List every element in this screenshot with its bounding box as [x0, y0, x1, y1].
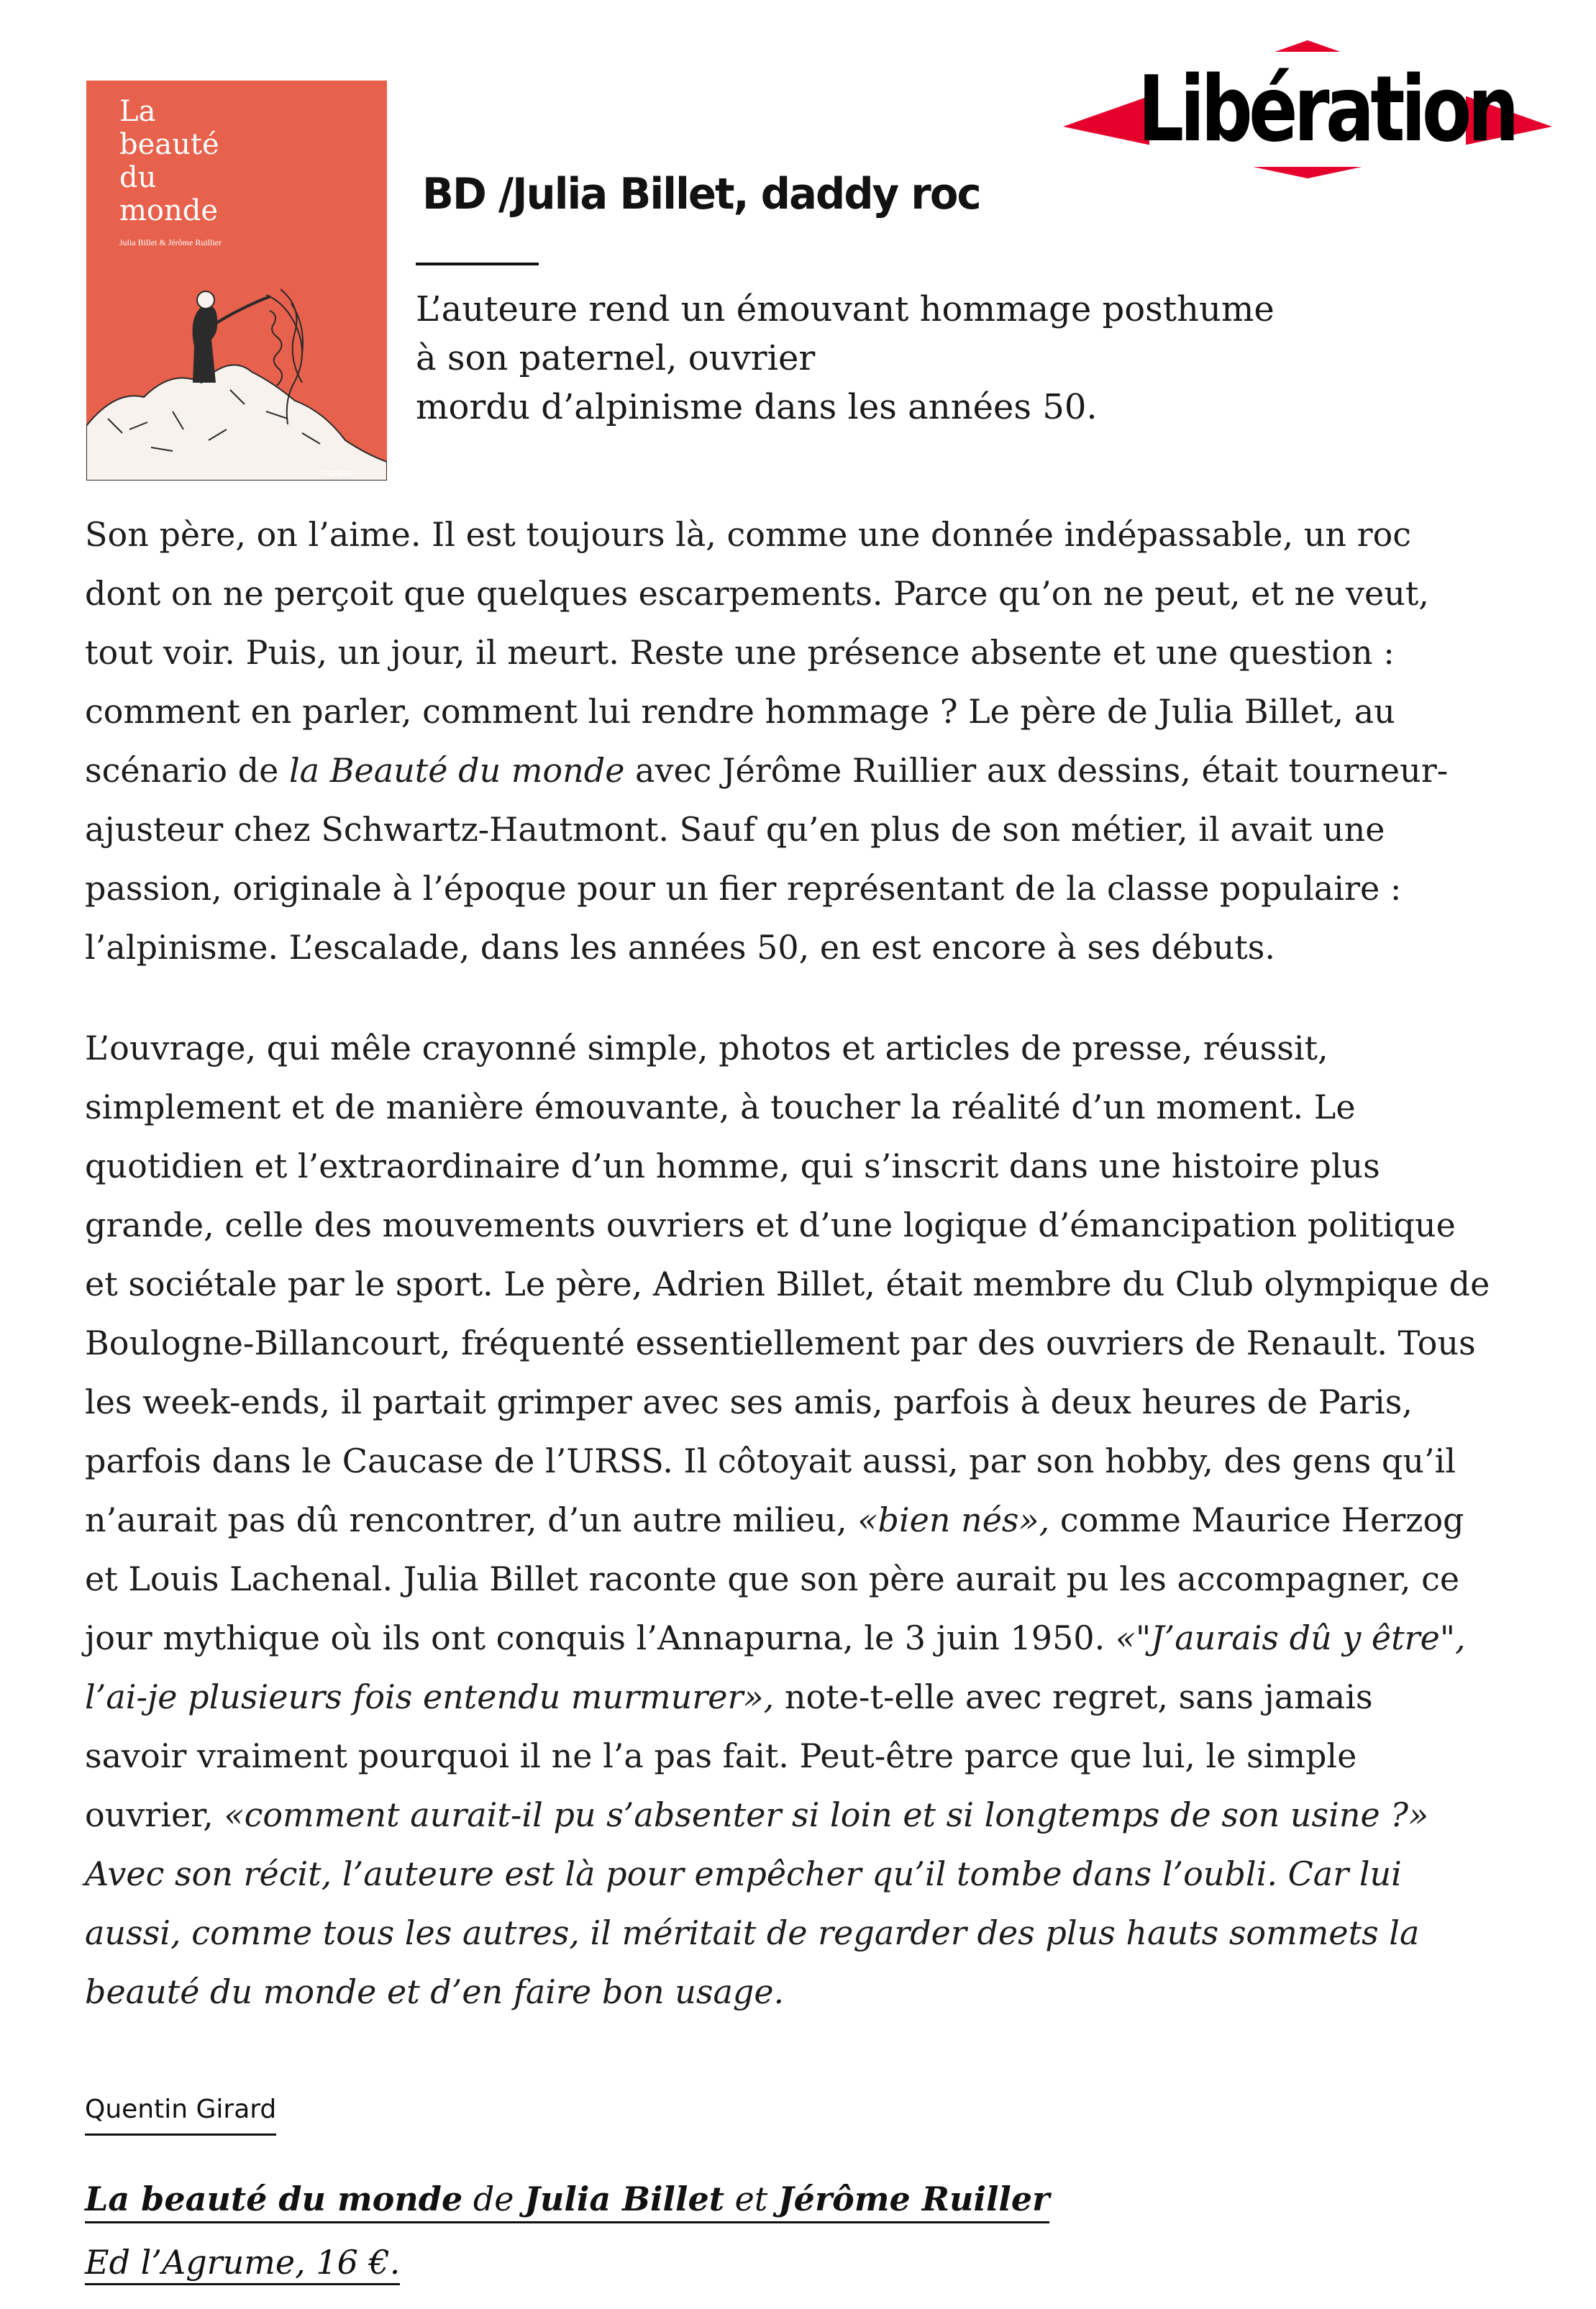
body-line: et Louis Lachenal. Julia Billet raconte que son père aurait pu les accompagner, ce	[85, 1559, 1460, 1598]
headline-divider	[416, 263, 539, 265]
body-line: les week-ends, il partait grimper avec ses amis, parfois à deux heures de Paris,	[85, 1383, 1413, 1421]
body-line: grande, celle des mouvements ouvriers et d’une logique d’émancipation politique	[85, 1206, 1456, 1244]
cover-authors: Julia Billet & Jérôme Ruillier	[119, 237, 222, 247]
text-run: comme Maurice Herzog	[1049, 1500, 1464, 1539]
body-line: L’ouvrage, qui mêle crayonné simple, photos et articles de presse, réussit,	[85, 1029, 1328, 1067]
body-line	[85, 1667, 1523, 1726]
quote-inline: «comment aurait-il pu s’absenter si loin et si longtemps de son usine ?»	[224, 1795, 1429, 1834]
body-line	[85, 741, 1523, 800]
cover-title: La beauté du monde	[119, 95, 219, 227]
credit-book-title: La beauté du monde	[85, 2180, 463, 2218]
body-line	[85, 1608, 1523, 1667]
book-credit-line	[85, 2177, 1049, 2223]
credit-author-2: Jérôme Ruiller	[778, 2180, 1050, 2218]
text-run: jour mythique où ils ont conquis l’Annapurna, le 3 juin 1950.	[85, 1618, 1116, 1657]
lede-line: à son paternel, ouvrier	[416, 338, 816, 378]
body-line	[85, 1844, 1523, 1903]
credit-et: et	[724, 2180, 778, 2218]
text-run: avec Jérôme Ruillier aux dessins, était tourneur-	[624, 751, 1449, 790]
article-headline: BD /Julia Billet, daddy roc	[422, 169, 980, 219]
text-run: note-t-elle avec regret, sans jamais	[774, 1677, 1373, 1716]
quote-inline: «"J’aurais dû y être",	[1115, 1618, 1466, 1657]
body-line: simplement et de manière émouvante, à toucher la réalité d’un moment. Le	[85, 1088, 1356, 1126]
body-line: Boulogne-Billancourt, fréquenté essentiellement par des ouvriers de Renault. Tous	[85, 1324, 1476, 1362]
author-byline: Quentin Girard	[85, 2092, 276, 2136]
article-body	[85, 505, 1523, 2021]
text-run: ouvrier,	[85, 1795, 224, 1834]
cover-illustration	[86, 246, 387, 481]
body-line: dont on ne perçoit que quelques escarpements. Parce qu’on ne peut, et ne veut,	[85, 574, 1429, 613]
body-line	[85, 1785, 1523, 1844]
body-line: tout voir. Puis, un jour, il meurt. Reste une présence absente et une question :	[85, 633, 1395, 672]
body-line	[85, 1962, 1523, 2021]
body-line: quotidien et l’extraordinaire d’un homme, qui s’inscrit dans une histoire plus	[85, 1147, 1380, 1185]
italic-run: Avec son récit, l’auteure est là pour empêcher qu’il tombe dans l’oubli. Car lui	[85, 1854, 1402, 1893]
credit-author-1: Julia Billet	[524, 2180, 724, 2218]
body-line: et sociétale par le sport. Le père, Adrien Billet, était membre du Club olympique de	[85, 1265, 1490, 1303]
italic-run: aussi, comme tous les autres, il méritait de regarder des plus hauts sommets la	[85, 1913, 1420, 1952]
article-lede	[416, 285, 1274, 432]
body-line: ajusteur chez Schwartz-Hautmont. Sauf qu’en plus de son métier, il avait une	[85, 810, 1385, 849]
body-paragraph-1	[85, 505, 1523, 977]
text-run: n’aurait pas dû rencontrer, d’un autre milieu,	[85, 1500, 858, 1539]
body-line: passion, originale à l’époque pour un fier représentant de la classe populaire :	[85, 869, 1402, 908]
body-line: l’alpinisme. L’escalade, dans les années 50, en est encore à ses débuts.	[85, 928, 1275, 967]
book-title-inline: la Beauté du monde	[288, 751, 625, 790]
body-line	[85, 1490, 1523, 1549]
cover-publisher: l'Agrume	[321, 469, 352, 478]
book-credits	[85, 2169, 1049, 2292]
body-line: Son père, on l’aime. Il est toujours là, comme une donnée indépassable, un roc	[85, 515, 1412, 554]
lede-line: mordu d’alpinisme dans les années 50.	[416, 387, 1098, 427]
credit-publisher-price: Ed l’Agrume, 16 €.	[85, 2241, 400, 2285]
credit-de: de	[462, 2180, 525, 2218]
liberation-logo	[1063, 35, 1552, 183]
body-paragraph-2	[85, 1019, 1523, 2021]
body-line: savoir vraiment pourquoi il ne l’a pas fait. Peut-être parce que lui, le simple	[85, 1736, 1357, 1775]
logo-wordmark: Libération	[1138, 56, 1515, 162]
lede-line: L’auteure rend un émouvant hommage posthume	[416, 289, 1274, 329]
body-line: parfois dans le Caucase de l’URSS. Il côtoyait aussi, par son hobby, des gens qu’il	[85, 1442, 1456, 1480]
book-cover	[86, 81, 387, 481]
body-line: comment en parler, comment lui rendre hommage ? Le père de Julia Billet, au	[85, 692, 1395, 731]
text-run: scénario de	[85, 751, 289, 790]
quote-inline: «bien nés»,	[857, 1500, 1050, 1539]
body-line	[85, 1903, 1523, 1962]
italic-run: beauté du monde et d’en faire bon usage.	[85, 1972, 785, 2011]
quote-inline: l’ai-je plusieurs fois entendu murmurer»,	[85, 1677, 775, 1716]
